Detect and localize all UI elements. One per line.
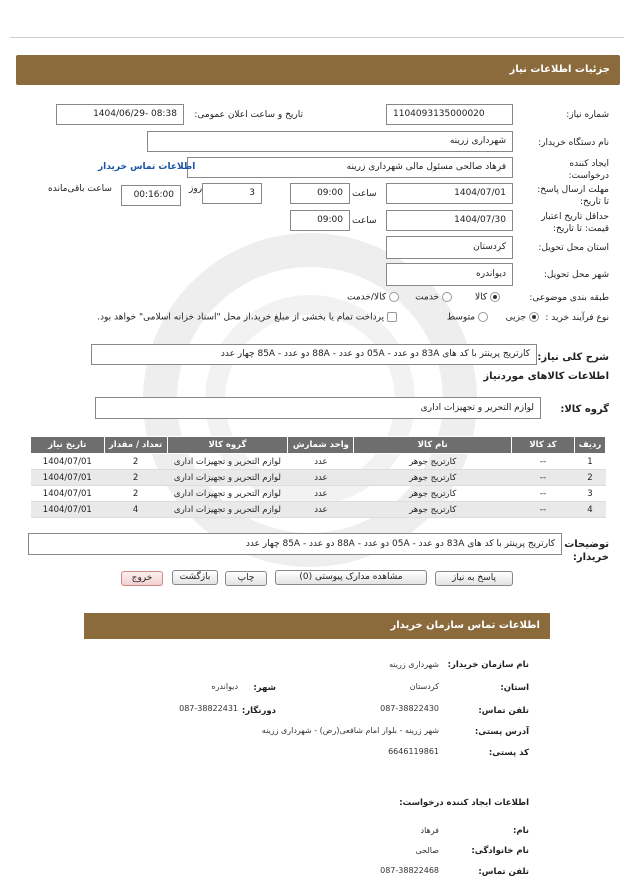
- validity-date-field: 1404/07/30: [386, 210, 513, 231]
- contact-province-value: کردستان: [409, 682, 439, 691]
- need-number-label: شماره نیاز:: [566, 110, 609, 120]
- contact-org-value: شهرداری زرینه: [389, 660, 439, 669]
- buyer-org-label: نام دستگاه خریدار:: [538, 138, 609, 148]
- remaining-time-label: ساعت باقی‌مانده: [48, 184, 112, 194]
- table-row: [31, 502, 606, 518]
- cell-unit: عدد: [288, 470, 354, 486]
- cell-qty: 2: [104, 470, 167, 486]
- category-option-goods[interactable]: [475, 292, 500, 303]
- deadline-time-field: 09:00: [290, 183, 350, 204]
- goods-section-title: اطلاعات کالاهای موردنیاز: [483, 371, 609, 382]
- category-option-both[interactable]: [347, 292, 399, 303]
- cell-date: 1404/07/01: [31, 454, 105, 470]
- checkbox-icon: [387, 312, 397, 322]
- category-option-service[interactable]: [415, 292, 452, 303]
- announce-datetime-field: 1404/06/29- 08:38: [56, 104, 184, 125]
- requester-field: فرهاد صالحی مسئول مالی شهرداری زرینه: [187, 157, 513, 178]
- radio-selected-icon: [490, 292, 500, 302]
- payment-note: پرداخت تمام یا بخشی از مبلغ خرید،از محل "اسناد خزانه اسلامی" خواهد بود.: [97, 312, 385, 323]
- cell-date: 1404/07/01: [31, 486, 105, 502]
- process-option-small[interactable]: [506, 312, 539, 323]
- city-field: دیواندره: [386, 263, 513, 286]
- contact-address-label: آدرس پستی:: [474, 727, 529, 737]
- col-name: نام کالا: [354, 437, 512, 454]
- exit-button[interactable]: خروج: [121, 571, 163, 586]
- need-number-field: 1104093135000020: [386, 104, 513, 125]
- deadline-label: مهلت ارسال پاسخ: تا تاریخ:: [537, 185, 609, 207]
- cell-name: کارتریج جوهر: [354, 470, 512, 486]
- goods-group-label: گروه کالا:: [560, 404, 609, 415]
- table-row: [31, 454, 606, 470]
- process-option-medium[interactable]: [447, 312, 488, 323]
- radio-icon: [478, 312, 488, 322]
- creator-first-name-value: فرهاد: [420, 826, 439, 835]
- cell-qty: 4: [104, 502, 167, 518]
- cell-date: 1404/07/01: [31, 502, 105, 518]
- validity-label: حداقل تاریخ اعتبار قیمت: تا تاریخ:: [541, 212, 609, 234]
- table-row: [31, 470, 606, 486]
- contact-org-label: نام سازمان خریدار:: [447, 660, 529, 670]
- col-group: گروه کالا: [167, 437, 288, 454]
- deadline-days-label: روز: [189, 184, 203, 194]
- deadline-days-field: 3: [202, 183, 262, 204]
- radio-icon: [442, 292, 452, 302]
- cell-group: لوازم التحریر و تجهیزات اداری: [167, 486, 288, 502]
- cell-code: --: [511, 486, 574, 502]
- contact-postal-value: 6646119861: [388, 747, 439, 756]
- col-qty: تعداد / مقدار: [104, 437, 167, 454]
- creator-phone-value: 087-38822468: [380, 866, 439, 875]
- contact-postal-label: کد پستی:: [488, 748, 529, 758]
- remaining-time-field: 00:16:00: [121, 185, 181, 206]
- cell-unit: عدد: [288, 502, 354, 518]
- validity-time-label: ساعت: [352, 216, 377, 226]
- attachments-button[interactable]: مشاهده مدارک پیوستی (0): [275, 570, 427, 585]
- contact-fax-label: دورنگار:: [241, 706, 276, 716]
- cell-group: لوازم التحریر و تجهیزات اداری: [167, 502, 288, 518]
- contact-phone-label: تلفن تماس:: [478, 706, 529, 716]
- buyer-notes-field: کارتریج پرینتر با کد های 83A دو عدد - 05A دو عدد - 88A دو عدد - 85A چهار عدد: [28, 533, 562, 555]
- announce-datetime-label: تاریخ و ساعت اعلان عمومی:: [194, 110, 303, 120]
- col-date: تاریخ نیاز: [31, 437, 105, 454]
- page-header: جزئیات اطلاعات نیاز: [16, 55, 620, 85]
- creator-phone-label: تلفن تماس:: [478, 867, 529, 877]
- contact-address-value: شهر زرینه - بلوار امام شافعی(رض) - شهرداری زرینه: [261, 726, 439, 735]
- contact-phone-value: 087-38822430: [380, 704, 439, 713]
- radio-selected-icon: [529, 312, 539, 322]
- validity-time-field: 09:00: [290, 210, 350, 231]
- cell-name: کارتریج جوهر: [354, 486, 512, 502]
- category-label: طبقه بندی موضوعی:: [529, 293, 609, 303]
- contact-city-value: دیواندره: [211, 682, 238, 691]
- cell-row: 4: [574, 502, 605, 518]
- reply-button[interactable]: پاسخ به نیاز: [435, 571, 513, 586]
- buyer-org-field: شهرداری زرینه: [147, 131, 513, 152]
- cell-unit: عدد: [288, 454, 354, 470]
- cell-row: 2: [574, 470, 605, 486]
- process-option-label: جزیی: [505, 312, 527, 323]
- contact-header: اطلاعات تماس سازمان خریدار: [84, 613, 550, 639]
- category-option-label: خدمت: [415, 292, 440, 303]
- cell-group: لوازم التحریر و تجهیزات اداری: [167, 454, 288, 470]
- cell-group: لوازم التحریر و تجهیزات اداری: [167, 470, 288, 486]
- deadline-date-field: 1404/07/01: [386, 183, 513, 204]
- category-option-label: کالا/خدمت: [346, 292, 387, 303]
- top-divider: [10, 37, 624, 38]
- goods-group-field: لوازم التحریر و تجهیزات اداری: [95, 397, 541, 419]
- province-field: کردستان: [386, 236, 513, 259]
- contact-fax-value: 087-38822431: [179, 704, 238, 713]
- cell-date: 1404/07/01: [31, 470, 105, 486]
- contact-city-label: شهر:: [253, 683, 276, 693]
- cell-row: 1: [574, 454, 605, 470]
- col-unit: واحد شمارش: [288, 437, 354, 454]
- radio-icon: [389, 292, 399, 302]
- col-row: ردیف: [574, 437, 605, 454]
- deadline-time-label: ساعت: [352, 189, 377, 199]
- goods-table: [30, 436, 606, 518]
- cell-qty: 2: [104, 486, 167, 502]
- payment-treasury-option[interactable]: [97, 312, 397, 323]
- cell-qty: 2: [104, 454, 167, 470]
- cell-code: --: [511, 454, 574, 470]
- buyer-notes-label: توضیحات خریدار:: [564, 539, 609, 563]
- city-label: شهر محل تحویل:: [543, 270, 609, 280]
- buyer-contact-link[interactable]: اطلاعات تماس خریدار: [98, 162, 196, 172]
- cell-code: --: [511, 502, 574, 518]
- col-code: کد کالا: [511, 437, 574, 454]
- creator-section-title: اطلاعات ایجاد کننده درخواست:: [399, 798, 529, 808]
- cell-unit: عدد: [288, 486, 354, 502]
- summary-field: کارتریج پرینتر با کد های 83A دو عدد - 05A دو عدد - 88A دو عدد - 85A چهار عدد: [91, 344, 537, 365]
- cell-code: --: [511, 470, 574, 486]
- creator-last-name-value: صالحی: [415, 846, 439, 855]
- table-row: [31, 486, 606, 502]
- process-label: نوع فرآیند خرید :: [545, 313, 609, 323]
- requester-label: ایجاد کننده درخواست:: [568, 159, 609, 181]
- table-header-row: [31, 437, 606, 454]
- process-option-label: متوسط: [446, 312, 476, 323]
- contact-province-label: استان:: [500, 683, 529, 693]
- creator-first-name-label: نام:: [512, 826, 529, 836]
- cell-row: 3: [574, 486, 605, 502]
- cell-name: کارتریج جوهر: [354, 454, 512, 470]
- province-label: استان محل تحویل:: [538, 243, 609, 253]
- print-button[interactable]: چاپ: [225, 571, 267, 586]
- summary-label: شرح کلی نیاز:: [537, 352, 609, 363]
- back-button[interactable]: بازگشت: [172, 570, 218, 585]
- category-option-label: کالا: [474, 292, 488, 303]
- cell-name: کارتریج جوهر: [354, 502, 512, 518]
- creator-last-name-label: نام خانوادگی:: [471, 846, 529, 856]
